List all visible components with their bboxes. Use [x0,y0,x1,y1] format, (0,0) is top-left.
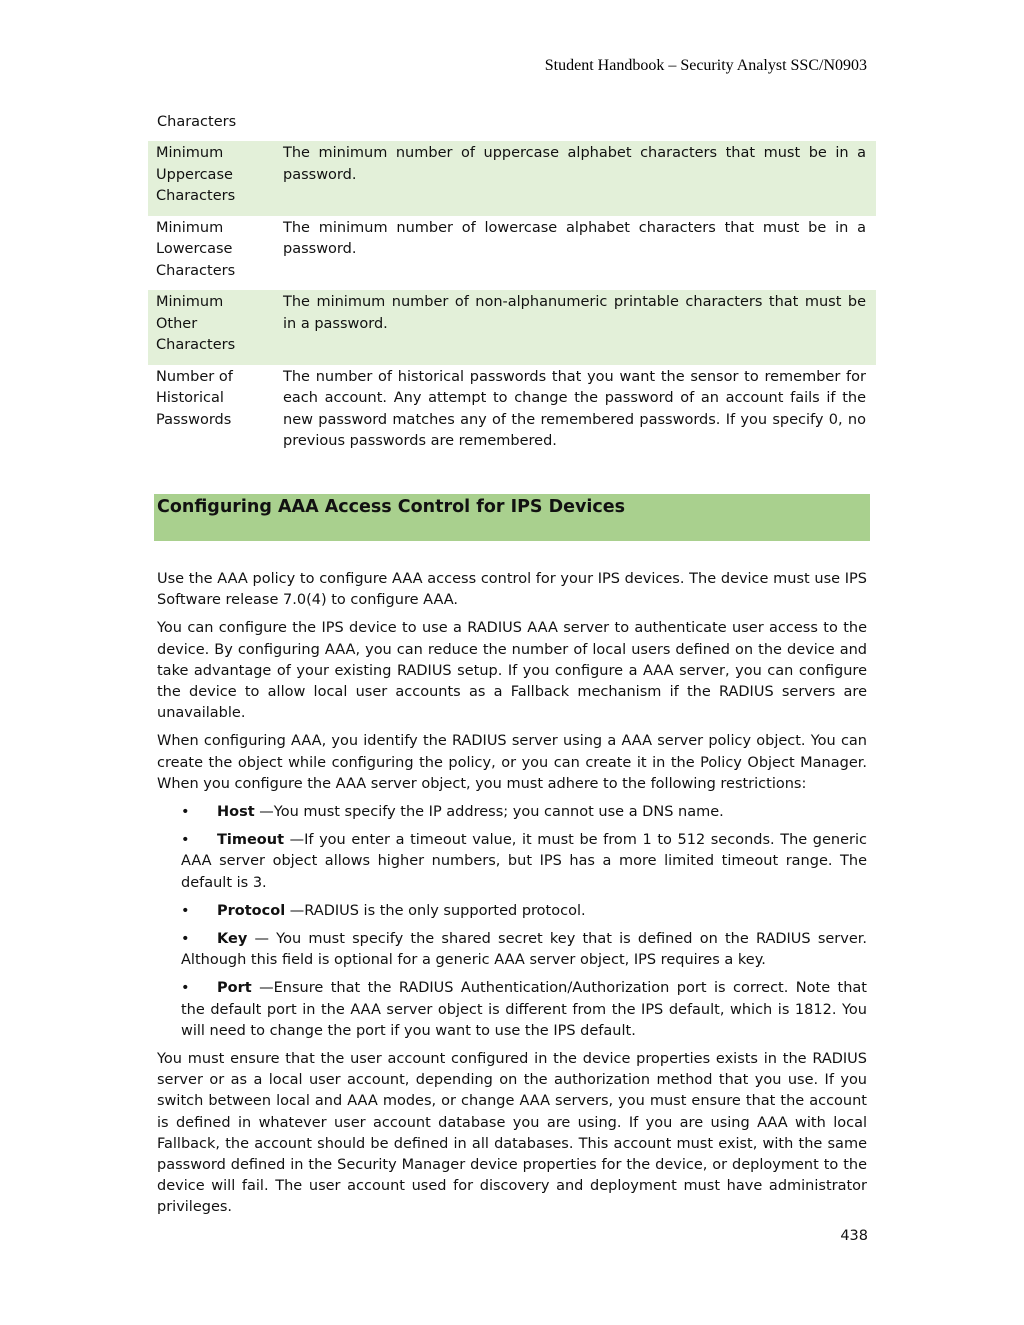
list-item [157,901,867,922]
definition-term: Minimum Lowercase Characters [156,219,236,279]
table-row [148,290,876,365]
list-item [157,802,867,823]
definition-term: Minimum Other Characters [148,290,275,365]
table-row [148,141,876,216]
definition-description: The minimum number of uppercase alphabet characters that must be in a password. [275,141,876,216]
definition-term: Minimum Uppercase Characters [148,141,275,216]
bullet-text: —If you enter a timeout value, it must be from 1 to 512 seconds. The generic AAA server object allows higher numbers, but IPS has a more limited timeout range. The default is 3. [181,832,867,891]
page-number: 438 [840,1228,868,1244]
table-row [148,216,876,291]
bullet-icon: • [181,804,190,821]
bullet-text: —You must specify the IP address; you cannot use a DNS name. [254,804,724,821]
running-header: Student Handbook – Security Analyst SSC/N0903 [544,57,867,74]
intro-paragraph: You can configure the IPS device to use a RADIUS AAA server to authenticate user access to the device. By configuring AAA, you can reduce the number of local users defined on the device and take advantage of your existing RADIUS setup. If you configure a AAA server, you can configure the device to allow local user accounts as a Fallback mechanism if the RADIUS servers are unavailable. [157,620,867,722]
definitions-table [148,141,876,461]
list-item [157,929,867,971]
section-body [157,569,867,1226]
bullet-term: Protocol [217,902,286,919]
definition-description: The minimum number of lowercase alphabet characters that must be in a password. [283,219,866,257]
section-heading-bar [154,494,870,541]
bullet-term: Timeout [217,832,285,849]
list-item [157,978,867,1042]
intro-paragraph: When configuring AAA, you identify the RADIUS server using a AAA server policy object. You can create the object while configuring the policy, or you can create it in the Policy Object Manager. When you configure the AAA server object, you must adhere to the following restrictions: [157,733,867,792]
section-title: Configuring AAA Access Control for IPS Devices [157,497,626,517]
definition-description: The number of historical passwords that you want the sensor to remember for each account. Any attempt to change the password of an account fails if the new password matches any of the remembered passwords. If you specify 0, no previous passwords are remembered. [283,368,866,449]
bullet-term: Host [217,804,255,821]
intro-paragraph: Use the AAA policy to configure AAA access control for your IPS devices. The device must use IPS Software release 7.0(4) to configure AAA. [157,571,867,609]
bullet-icon: • [181,902,190,919]
bullet-text: —Ensure that the RADIUS Authentication/Authorization port is correct. Note that the default port in the AAA server object is different from the IPS default, which is 1812. You will need to change the port if you want to use the IPS default. [181,980,867,1039]
bullet-text: — You must specify the shared secret key that is defined on the RADIUS server. Although this field is optional for a generic AAA server object, IPS requires a key. [181,931,867,969]
definition-description: The minimum number of non-alphanumeric printable characters that must be in a password. [275,290,876,365]
bullet-icon: • [181,980,190,997]
list-item [157,830,867,894]
table-row [148,365,876,461]
bullet-icon: • [181,931,190,948]
bullet-icon: • [181,832,190,849]
definition-term: Number of Historical Passwords [156,368,233,428]
bullet-text: —RADIUS is the only supported protocol. [285,902,586,919]
bullet-term: Port [217,980,252,997]
bullet-term: Key [217,931,248,948]
restrictions-list [157,802,867,1042]
closing-paragraph: You must ensure that the user account configured in the device properties exists in the RADIUS server or as a local user account, depending on the authorization method that you use. If you switch between local and AAA modes, or change AAA servers, you must ensure that the account is defined in whatever user account database you are using. If you are using AAA with local Fallback, the account should be defined in all databases. This account must exist, with the same password defined in the Security Manager device properties for the device, or deployment to the device will fail. The user account used for discovery and deployment must have administrator privileges. [157,1051,867,1216]
orphan-term: Characters [157,114,237,130]
